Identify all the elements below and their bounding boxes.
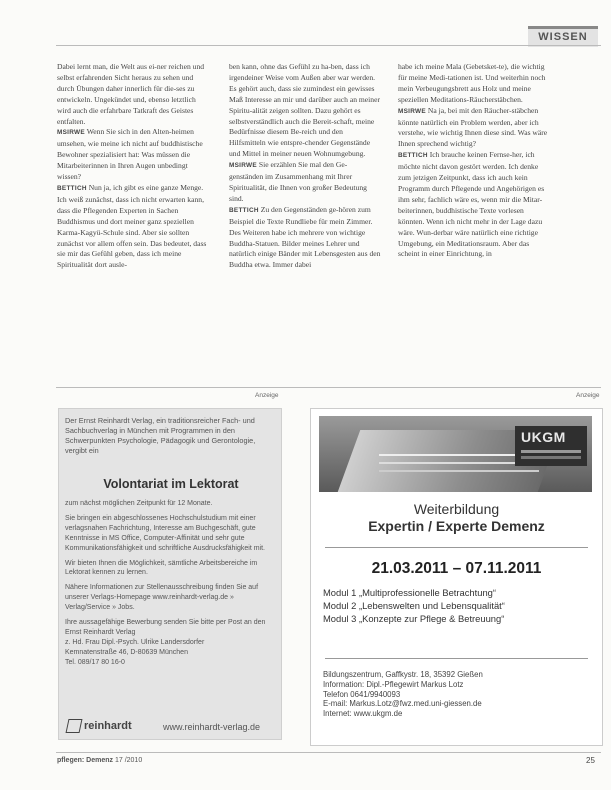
ukgm-logo — [515, 426, 587, 466]
ad-paragraph: Sie bringen ein abgeschlossenes Hochschulstudium mit einer verlagsnahen Fachrichtung, Interesse am Buchgeschäft, gute Kenntnisse in MS Office, Computer-Affinität und sehr gute Kommunikationsfähigkeit und schriftliche Ausdrucksfähigkeit mit. — [65, 514, 265, 552]
module-item: Modul 2 „Lebenswelten und Lebensqualität“ — [323, 600, 505, 611]
article-column-2 — [229, 62, 381, 271]
contact-website[interactable]: Internet: www.ukgm.de — [323, 709, 403, 719]
ad-divider-rule — [56, 387, 601, 388]
ad-paragraph: Wir bieten Ihnen die Möglichkeit, sämtliche Arbeitsbereiche im Lektorat kennen zu lernen. — [65, 559, 258, 577]
paragraph-text: Zu den Gegenständen ge-hören zum Beispiel die Texte Rundliebe für mein Zimmer. Des Weiteren habe ich mehrere von wichtige Buddha-Statuen. Bilder meines Lehrer und natürlich einige Bänder mit Lebensgesten aus den Buddha etwa. Immer dabei — [229, 204, 381, 270]
speaker-label: MSIRWE — [229, 162, 257, 170]
paragraph-text: Wenn Sie sich in den Alten-heimen umsehen, wie meine ich nicht auf buddhistische Bewohner spezialisiert hat: Was müssen die Mitarbeiterinnen in Ihren Augen unbedingt wissen? — [57, 127, 203, 182]
training-advertisement — [310, 408, 603, 746]
paragraph — [398, 106, 550, 151]
paragraph-text: Na ja, bei mit den Räucher-stäbchen könnte natürlich ein Problem werden, aber ich verstehe, wie wichtig Ihnen diese sind. Was wäre Ihnen sprechend wichtig? — [398, 105, 548, 149]
ad-intro: Der Ernst Reinhardt Verlag, ein traditionsreicher Fach- und Sachbuchverlag in München mit Programmen in den Schwerpunkten Psychologie, Pädagogik und Gerontologie, vergibt ein — [65, 416, 256, 455]
ad-label-left: Anzeige — [255, 392, 279, 399]
speaker-label: MSIRWE — [398, 107, 426, 115]
publisher-logo-text: reinhardt — [84, 720, 132, 732]
paragraph: ben kann, ohne das Gefühl zu ha-ben, dass ich irgendeiner Weise vom Außen aber war werden. Es gehört auch, dass sie zumindest ein gewisses Maß Interesse an mir und darüber auch an meiner Spiritu-alität zeigen sollten. Dazu gehört es selbstverständlich auch die Bereit-schaft, meine Bedürfnisse diesem Be-reich und den Hilfsmitteln wie entspre-chender Gegenstände und Mittel in meiner neuen Wohnumgebung. — [229, 62, 380, 159]
speaker-label: MSIRWE — [57, 129, 85, 137]
ad-paragraph: Nähere Informationen zur Stellenausschreibung finden Sie auf unserer Verlags-Homepage www.reinhardt-verlag.de » Verlag/Service » Jobs. — [65, 584, 259, 612]
speaker-label: BETTICH — [57, 184, 87, 192]
ad-rule — [325, 658, 588, 659]
contact-block — [323, 670, 593, 719]
ukgm-logo-text: UKGM — [521, 429, 566, 445]
ad-rule — [325, 547, 588, 548]
paragraph: habe ich meine Mala (Gebetsket-te), die wichtig für meine Medi-tationen ist. Und weiterhin noch mein Verbeugungsbrett aus Holz und meine speziellen Meditations-Räucherstäbchen. — [398, 62, 546, 104]
page-number: 25 — [586, 756, 595, 765]
paragraph-text: Sie erzählen Sie mal den Ge-genständen im Zusammenhang mit Ihrer Spiritualität, die Ihnen von großer Bedeutung sind. — [229, 160, 367, 203]
speaker-label: BETTICH — [229, 206, 259, 214]
article-column-3 — [398, 62, 550, 260]
ad-title: Volontariat im Lektorat — [103, 477, 239, 491]
paragraph — [57, 183, 209, 271]
module-item: Modul 3 „Konzepte zur Pflege & Betreuung“ — [323, 613, 505, 624]
paragraph-text: Ich brauche keinen Fernse-her, ich möchte nicht davon gestört werden. Ich denke zum jetzigen Zeitpunkt, dass ich auch kein Programm durch Pflegende und Angehörigen es ihm sehr, fachlich wäre es, wenn mir die Mitar-beiterinnen, buddhistische Texte vorlesen könnten. Wenn ich nicht mehr in der Lage dazu wäre. Wun-derbar wäre natürlich eine richtige Umgebung, ein Meditationsraum. Aber das scheint in einer Einrichtung, in — [398, 150, 545, 259]
header-rule — [56, 45, 601, 46]
publisher-logo — [67, 719, 132, 733]
paragraph-text: Nun ja, ich gibt es eine ganze Menge. Ich weiß zunächst, dass ich nicht erwarten kann, dass die Pflegenden Experten in Sachen Buddhismus und dort meiner ganz speziellen Karma-Kagyü-Schule sind. Aber sie sollten zunächst vor allem offen sein. Das bedeutet, dass sie mir das Gefühl geben, dass ich meine Spiritualität dort ausle- — [57, 182, 207, 270]
journal-issue: 17 /2010 — [114, 757, 143, 764]
contact-line: Information: Dipl.-Pflegewirt Markus Lotz — [323, 679, 464, 689]
ad-address: Ernst Reinhardt Verlag z. Hd. Frau Dipl.-Psych. Ulrike Landersdorfer Kemnatenstraße 46, D-80639 München Tel. 089/17 80 16-0 — [65, 628, 205, 666]
publisher-logo-icon — [66, 719, 83, 733]
module-item: Modul 1 „Multiprofessionelle Betrachtung“ — [323, 587, 497, 598]
module-list — [323, 586, 593, 625]
building-photo — [319, 416, 592, 492]
ad-heading: Weiterbildung — [413, 501, 500, 517]
paragraph — [398, 150, 550, 260]
job-advertisement — [58, 408, 282, 740]
ad-body — [65, 499, 279, 673]
section-tag: WISSEN — [528, 26, 598, 47]
course-dates: 21.03.2011 – 07.11.2011 — [371, 560, 542, 577]
publisher-url[interactable]: www.reinhardt-verlag.de — [163, 722, 261, 732]
ad-paragraph: Ihre aussagefähige Bewerbung senden Sie bitte per Post an den — [65, 619, 266, 627]
ad-label-right: Anzeige — [576, 392, 600, 399]
article-column-1 — [57, 62, 209, 271]
ad-subheading: Expertin / Experte Demenz — [368, 518, 545, 534]
paragraph — [229, 160, 381, 205]
contact-line: Bildungszentrum, Gaffkystr. 18, 35392 Gießen — [323, 670, 483, 679]
journal-name: pflegen: Demenz — [57, 757, 114, 764]
ukgm-logo-stripes — [521, 450, 581, 453]
contact-line: Telefon 0641/9940093 — [323, 689, 401, 699]
contact-email[interactable]: E-mail: Markus.Lotz@fwz.med.uni-giessen.de — [323, 699, 482, 709]
speaker-label: BETTICH — [398, 152, 428, 160]
footer-rule — [56, 752, 601, 753]
paragraph: Dabei lernt man, die Welt aus ei-ner reichen und selbst erfahrenden Sicht heraus zu sehen und durch Übungen daher innerlich für die-ses zu entwickeln. Ungekündet und, ebenso letztlich wird auch die erfahrbare Tatkraft des Geistes entfalten. — [57, 62, 205, 126]
ad-paragraph: zum nächst möglichen Zeitpunkt für 12 Monate. — [65, 500, 213, 507]
paragraph — [229, 205, 381, 271]
footer-journal — [57, 757, 142, 764]
paragraph — [57, 127, 209, 183]
